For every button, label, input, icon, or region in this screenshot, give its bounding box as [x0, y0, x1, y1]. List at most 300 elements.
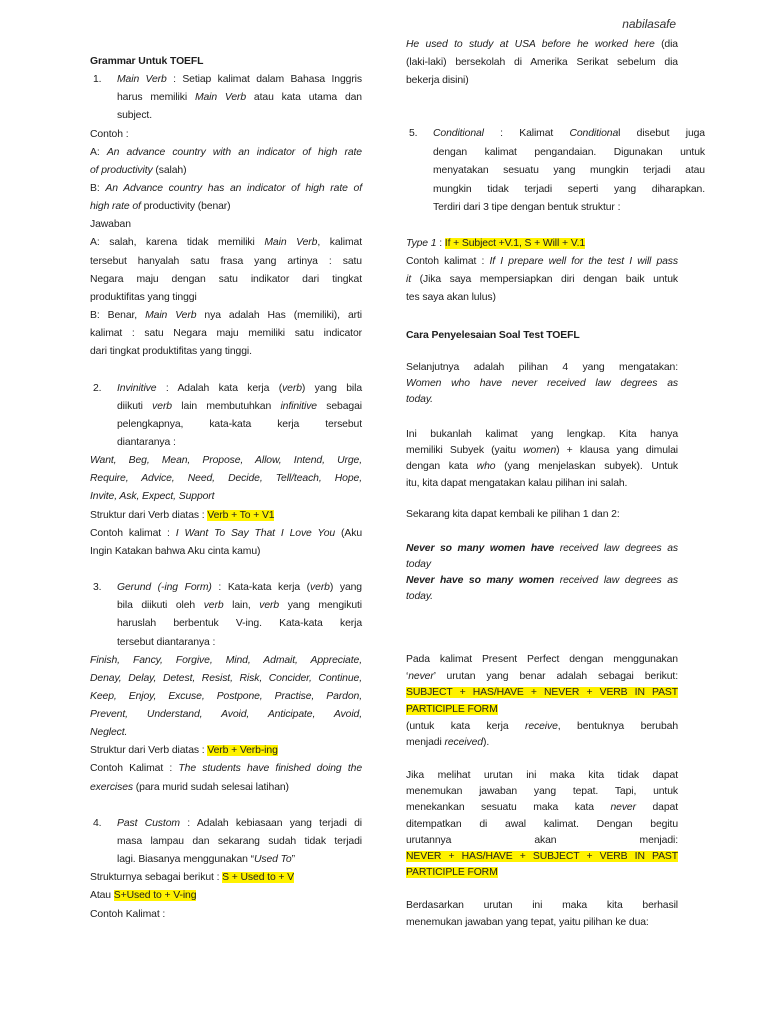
text-line: [406, 443, 678, 459]
paragraph-lines: [406, 36, 678, 90]
text-run: Selanjutnya adalah pilihan 4 yang mengatakan:: [406, 362, 678, 373]
text-run: Ingin Katakan bahwa Aku cinta kamu): [90, 545, 261, 557]
text-line: [406, 271, 678, 289]
text-run: , kalimat: [317, 237, 362, 249]
list-item: [90, 71, 362, 125]
text-run: :: [436, 238, 445, 249]
list-number: 1.: [93, 74, 102, 86]
paragraph: [90, 126, 362, 144]
text-run: He used to study at USA before he worked here: [406, 39, 655, 50]
text-run: Cara Penyelesaian Soal Test TOEFL: [406, 330, 580, 341]
text-line: [406, 54, 678, 72]
text-run: (untuk kata kerja: [406, 721, 525, 732]
paragraph: [406, 360, 678, 409]
text-line: [406, 817, 678, 833]
paragraph-lines: [90, 307, 362, 361]
text-line: [406, 541, 678, 557]
highlighted-text: NEVER + HAS/HAVE + SUBJECT + VERB IN PAST: [406, 850, 678, 862]
text-run: Jika melihat urutan ini maka kita tidak dapat: [406, 770, 678, 781]
highlighted-text: PARTICIPLE FORM: [406, 703, 498, 715]
text-line: [90, 271, 362, 289]
text-run: ditempatkan di awal kalimat. Dengan begitu: [406, 818, 678, 830]
text-run: received: [444, 737, 483, 749]
text-line: [433, 162, 705, 181]
text-run: itu, kita dapat mengatakan kalau pilihan ini salah.: [406, 477, 628, 489]
text-line: [406, 392, 678, 408]
text-run: Keep, Enjoy, Excuse, Postpone, Practise, Pardon,: [90, 690, 362, 702]
text-line: [90, 144, 362, 162]
text-run: An Advance country has an indicator of high rate of: [105, 182, 363, 194]
text-run: today: [406, 559, 431, 571]
text-run: Strukturnya sebagai berikut :: [90, 872, 223, 884]
paragraph-lines: [90, 906, 362, 924]
text-run: Invinitive: [117, 382, 157, 394]
highlighted-text: S+Used to + V-ing: [113, 890, 197, 902]
text-line: [406, 360, 678, 376]
text-line: [117, 597, 362, 615]
text-line: [117, 434, 362, 452]
text-line: [406, 865, 678, 881]
text-run: memiliki Subyek (yaitu: [406, 445, 524, 457]
text-run: Invite, Ask, Expect, Support: [90, 491, 215, 503]
paragraph-lines: [117, 579, 362, 652]
text-run: verb: [310, 582, 330, 594]
text-run: : Setiap kalimat dalam Bahasa Inggris: [166, 74, 362, 86]
text-run: ) + klausa yang dimulai: [556, 445, 678, 457]
highlighted-text: If + Subject +V.1, S + Will + V.1: [444, 238, 586, 249]
paragraph-lines: [90, 216, 362, 234]
text-run: subject.: [117, 110, 153, 122]
text-run: Past Custom: [117, 817, 180, 829]
text-line: [90, 180, 362, 198]
text-line: [90, 162, 362, 180]
document-author-header: nabilasafe: [622, 17, 676, 31]
text-run: ) yang: [329, 582, 362, 594]
text-line: [90, 869, 362, 887]
text-line: [406, 476, 678, 492]
text-line: [117, 416, 362, 434]
text-run: productivity (benar): [140, 201, 231, 213]
text-line: [406, 719, 678, 735]
text-run: verb: [259, 600, 280, 612]
text-run: An advance country with an indicator of high rate: [106, 146, 362, 158]
paragraph: [90, 652, 362, 743]
text-run: ) yang bila: [301, 382, 362, 394]
text-line: [90, 507, 362, 525]
paragraph: [90, 180, 362, 216]
text-run: lain membutuhkan: [172, 400, 281, 412]
paragraph-lines: [90, 869, 362, 887]
text-line: [406, 36, 678, 54]
right-column: [406, 0, 705, 1024]
text-run: ”: [291, 854, 295, 866]
text-line: [90, 488, 362, 506]
text-run: Finish, Fancy, Forgive, Mind, Admait, Appreciate,: [90, 654, 362, 666]
text-run: : Kata-kata kerja (: [211, 582, 311, 594]
text-line: [90, 470, 362, 488]
highlighted-text: S + Used to + V: [222, 872, 295, 884]
text-run: Berdasarkan urutan ini maka kita berhasil: [406, 900, 678, 911]
highlighted-text: SUBJECT + HAS/HAVE + NEVER + VERB IN PAST: [406, 687, 678, 698]
paragraph: [406, 719, 678, 751]
text-run: harus memiliki: [117, 92, 195, 104]
text-run: tes saya akan lulus): [406, 292, 496, 304]
list-item: [90, 380, 362, 453]
text-run: bila diikuti oleh: [117, 600, 204, 612]
text-run: verb: [282, 382, 302, 394]
paragraph: [406, 573, 678, 605]
paragraph: [406, 36, 678, 90]
text-line: [90, 670, 362, 688]
text-run: dari tingkat produktifitas yang tinggi.: [90, 346, 252, 358]
list-item: [406, 125, 705, 218]
text-run: Main Verb: [194, 92, 247, 104]
paragraph-lines: [406, 719, 678, 751]
text-line: [90, 652, 362, 670]
text-run: Main Verb: [117, 74, 167, 86]
paragraph-lines: [90, 507, 362, 525]
text-line: [90, 289, 362, 307]
text-line: [90, 307, 362, 325]
text-run: today.: [406, 394, 433, 406]
text-line: [406, 573, 678, 589]
text-run: Negara maju dengan satu indikator dari tingkat: [90, 273, 362, 285]
text-run: verb: [203, 600, 224, 612]
text-line: [406, 289, 678, 307]
text-run: (laki-laki) bersekolah di Amerika Serikat sebelum dia: [406, 57, 678, 69]
text-line: [90, 525, 362, 543]
highlighted-text: Verb + To + V1: [207, 509, 275, 521]
text-line: [406, 914, 678, 931]
text-run: Denay, Delay, Detest, Resist, Risk, Concider, Continue,: [90, 672, 362, 684]
text-line: [406, 768, 678, 784]
text-run: A: salah, karena tidak memiliki: [90, 237, 265, 249]
paragraph-lines: [406, 327, 678, 345]
text-run: of productivity: [90, 164, 153, 176]
text-line: [406, 685, 678, 702]
paragraph: [90, 906, 362, 924]
text-line: [406, 735, 678, 751]
text-line: [406, 427, 678, 443]
text-run: diantaranya :: [117, 436, 176, 448]
text-line: [406, 669, 678, 686]
text-line: [90, 198, 362, 216]
text-run: verb: [152, 400, 172, 412]
text-line: [90, 779, 362, 797]
text-run: Conditiona: [569, 128, 619, 139]
text-line: [406, 833, 678, 849]
text-line: [406, 253, 678, 271]
text-run: bekerja disini): [406, 75, 469, 87]
text-line: [117, 815, 362, 833]
text-line: [406, 784, 678, 800]
text-run: Jawaban: [90, 219, 131, 231]
text-line: [117, 615, 362, 633]
paragraph-lines: [406, 427, 678, 492]
paragraph-lines: [433, 125, 705, 218]
text-run: Terdiri dari 3 tipe dengan bentuk struktur :: [433, 202, 621, 213]
text-run: Contoh :: [90, 128, 129, 140]
text-run: lagi. Biasanya menggunakan “: [117, 854, 254, 866]
text-run: : Kalimat: [483, 128, 570, 139]
text-run: kalimat : satu Negara maju memiliki satu indicator: [90, 328, 362, 340]
paragraph-lines: [406, 507, 678, 523]
text-run: menjadi: [406, 737, 445, 749]
text-run: Sekarang kita dapat kembali ke pilihan 1 dan 2:: [406, 509, 620, 520]
text-line: [117, 634, 362, 652]
text-run: B: Benar,: [90, 309, 146, 321]
text-run: received law degrees as: [554, 575, 678, 586]
text-line: [90, 126, 362, 144]
text-run: received law degrees as: [554, 543, 678, 554]
text-run: Contoh Kalimat :: [90, 763, 179, 775]
text-run: ‘: [406, 670, 409, 682]
text-run: (yang menjelaskan subyek). Untuk: [495, 461, 678, 473]
text-line: [433, 181, 705, 200]
text-line: [90, 724, 362, 742]
text-line: [90, 253, 362, 271]
text-run: ).: [482, 737, 490, 749]
text-run: (Jika saya mempersiapkan diri dengan baik untuk: [411, 274, 678, 286]
text-run: nya adalah Has (memiliki), arti: [196, 309, 362, 321]
paragraph-lines: [90, 53, 362, 71]
text-run: sebagai: [316, 400, 362, 412]
text-run: mungkin tidak terjadi seperti yang diharapkan.: [433, 183, 705, 195]
text-run: Contoh Kalimat :: [90, 908, 166, 920]
paragraph-lines: [90, 452, 362, 506]
text-run: Main Verb: [264, 237, 318, 249]
paragraph: [90, 507, 362, 525]
text-run: menemukan jawaban yang tepat, yaitu pilihan ke dua:: [406, 917, 649, 928]
text-line: [406, 800, 678, 816]
text-run: tersebut hanyalah satu frasa yang artinya : satu: [90, 255, 362, 267]
text-line: [90, 543, 362, 561]
text-run: If I prepare well for the test I will pass: [489, 256, 678, 267]
text-run: Want, Beg, Mean, Propose, Allow, Intend, Urge,: [90, 455, 362, 467]
text-run: Never have so many women: [406, 575, 555, 586]
paragraph: [406, 253, 678, 307]
paragraph-lines: [90, 742, 362, 760]
text-line: [90, 216, 362, 234]
text-line: [90, 742, 362, 760]
text-line: [90, 906, 362, 924]
text-line: [90, 343, 362, 361]
paragraph: [90, 307, 362, 361]
text-line: [90, 452, 362, 470]
text-run: never: [408, 670, 434, 682]
text-run: urutannya akan menjadi:: [406, 834, 678, 846]
text-run: menekankan sesuatu maka kata: [406, 802, 611, 814]
paragraph: [406, 897, 678, 931]
left-column: [90, 53, 362, 924]
paragraph: [90, 525, 362, 561]
text-line: [406, 235, 678, 253]
text-run: tersebut diantaranya :: [117, 636, 216, 648]
paragraph: [406, 541, 678, 573]
paragraph: [90, 452, 362, 506]
text-line: [406, 849, 678, 865]
text-line: [90, 234, 362, 252]
text-run: Atau: [90, 890, 114, 902]
paragraph-lines: [90, 525, 362, 561]
paragraph-lines: [406, 768, 678, 881]
paragraph-lines: [117, 815, 362, 869]
text-run: atau kata utama dan: [246, 92, 362, 104]
text-run: diikuti: [117, 400, 153, 412]
list-item: [90, 579, 362, 652]
text-run: Gerund (-ing Form): [117, 582, 212, 594]
text-run: pelengkapnya, kata-kata kerja tersebut: [117, 418, 362, 430]
highlighted-text: PARTICIPLE FORM: [406, 867, 498, 879]
text-run: Prevent, Understand, Avoid, Anticipate, Avoid,: [90, 709, 362, 721]
paragraph-lines: [406, 573, 678, 605]
paragraph-lines: [406, 652, 678, 718]
text-line: [406, 72, 678, 90]
text-run: (Aku: [335, 527, 362, 539]
text-run: ’ urutan yang benar adalah sebagai berikut:: [433, 670, 678, 682]
text-run: Women who have never received law degrees as: [406, 378, 678, 390]
text-line: [117, 398, 362, 416]
text-run: Grammar Untuk TOEFL: [90, 56, 204, 67]
list-number: 5.: [409, 128, 418, 139]
text-run: A:: [90, 146, 107, 158]
text-run: exercises: [90, 781, 133, 793]
paragraph: [90, 144, 362, 180]
paragraph: [406, 768, 678, 881]
paragraph-lines: [90, 144, 362, 180]
text-run: Conditional: [433, 128, 484, 139]
text-run: Neglect.: [90, 727, 128, 739]
text-run: Used To: [254, 854, 292, 866]
text-run: haruslah berbentuk V-ing. Kata-kata kerja: [117, 618, 362, 630]
text-run: Struktur dari Verb diatas :: [90, 509, 208, 521]
text-line: [117, 851, 362, 869]
text-run: B:: [90, 182, 106, 194]
text-line: [90, 325, 362, 343]
text-line: [117, 71, 362, 89]
text-run: high rate of: [90, 201, 141, 213]
text-line: [117, 380, 362, 398]
text-run: dapat: [635, 802, 678, 814]
text-run: Main Verb: [145, 309, 197, 321]
text-line: [117, 89, 362, 107]
text-run: masa lampau dan sekarang sudah tidak terjadi: [117, 836, 362, 848]
text-run: The students have finished doing the: [178, 763, 362, 775]
paragraph-lines: [90, 126, 362, 144]
text-run: receive: [524, 721, 558, 732]
text-line: [406, 652, 678, 669]
text-run: yang mengikuti: [279, 600, 363, 612]
text-run: (para murid sudah selesai latihan): [133, 781, 289, 793]
text-run: Contoh kalimat :: [90, 527, 176, 539]
paragraph: [406, 507, 678, 523]
text-run: l disebut juga: [618, 128, 705, 139]
text-run: I Want To Say That I Love You: [175, 527, 336, 539]
text-line: [433, 144, 705, 163]
text-line: [90, 887, 362, 905]
text-run: : Adalah kata kerja (: [156, 382, 283, 394]
highlighted-text: Verb + Verb-ing: [207, 745, 278, 757]
paragraph: [90, 53, 362, 71]
text-run: produktifitas yang tinggi: [90, 291, 197, 303]
list-number: 3.: [93, 582, 102, 594]
paragraph: [406, 327, 678, 345]
text-run: Ini bukanlah kalimat yang lengkap. Kita hanya: [406, 429, 678, 440]
text-line: [406, 557, 678, 573]
paragraph-lines: [406, 253, 678, 307]
text-line: [117, 579, 362, 597]
text-run: never: [610, 802, 636, 814]
paragraph-lines: [90, 180, 362, 216]
text-line: [406, 327, 678, 345]
list-item: [90, 815, 362, 869]
text-run: : Adalah kebiasaan yang terjadi di: [179, 817, 362, 829]
text-run: dengan kata: [406, 461, 477, 473]
text-run: women: [523, 445, 557, 457]
paragraph: [90, 234, 362, 307]
text-line: [406, 589, 678, 605]
text-line: [406, 459, 678, 475]
paragraph: [90, 887, 362, 905]
paragraph-lines: [117, 71, 362, 125]
text-run: menemukan jawaban yang tepat. Tapi, untuk: [406, 786, 678, 798]
text-line: [433, 125, 705, 144]
text-run: who: [476, 461, 496, 473]
paragraph-lines: [406, 235, 678, 253]
paragraph: [90, 742, 362, 760]
paragraph-lines: [90, 234, 362, 307]
paragraph: [90, 216, 362, 234]
text-line: [90, 53, 362, 71]
text-line: [406, 702, 678, 719]
text-run: infinitive: [280, 400, 317, 412]
paragraph-lines: [406, 897, 678, 931]
text-run: Pada kalimat Present Perfect dengan menggunakan: [406, 654, 678, 665]
text-line: [90, 688, 362, 706]
text-run: (dia: [654, 39, 678, 50]
text-run: Contoh kalimat :: [406, 256, 490, 267]
text-line: [406, 376, 678, 392]
list-number: 2.: [93, 382, 102, 394]
paragraph-lines: [90, 652, 362, 743]
text-run: lain,: [223, 600, 260, 612]
paragraph: [406, 427, 678, 492]
paragraph-lines: [406, 360, 678, 409]
paragraph-lines: [90, 760, 362, 796]
paragraph: [406, 235, 678, 253]
text-run: dengan kalimat pengandaian. Digunakan untuk: [433, 146, 705, 158]
text-line: [406, 897, 678, 914]
text-line: [117, 833, 362, 851]
text-run: Never so many women have: [406, 543, 555, 554]
text-run: Require, Advice, Need, Decide, Tell/teach, Hope,: [90, 473, 362, 485]
list-number: 4.: [93, 817, 102, 829]
text-line: [117, 107, 362, 125]
text-run: (salah): [152, 164, 187, 176]
text-line: [406, 507, 678, 523]
text-run: it: [406, 274, 411, 286]
text-run: Struktur dari Verb diatas :: [90, 745, 208, 757]
paragraph: [406, 652, 678, 718]
text-run: menyatakan sesuatu yang mungkin terjadi atau: [433, 165, 705, 176]
paragraph-lines: [90, 887, 362, 905]
text-line: [90, 760, 362, 778]
text-line: [433, 199, 705, 218]
text-run: today.: [406, 591, 433, 603]
text-line: [90, 706, 362, 724]
text-run: Type 1: [406, 238, 437, 249]
text-run: , bentuknya berubah: [557, 721, 679, 732]
